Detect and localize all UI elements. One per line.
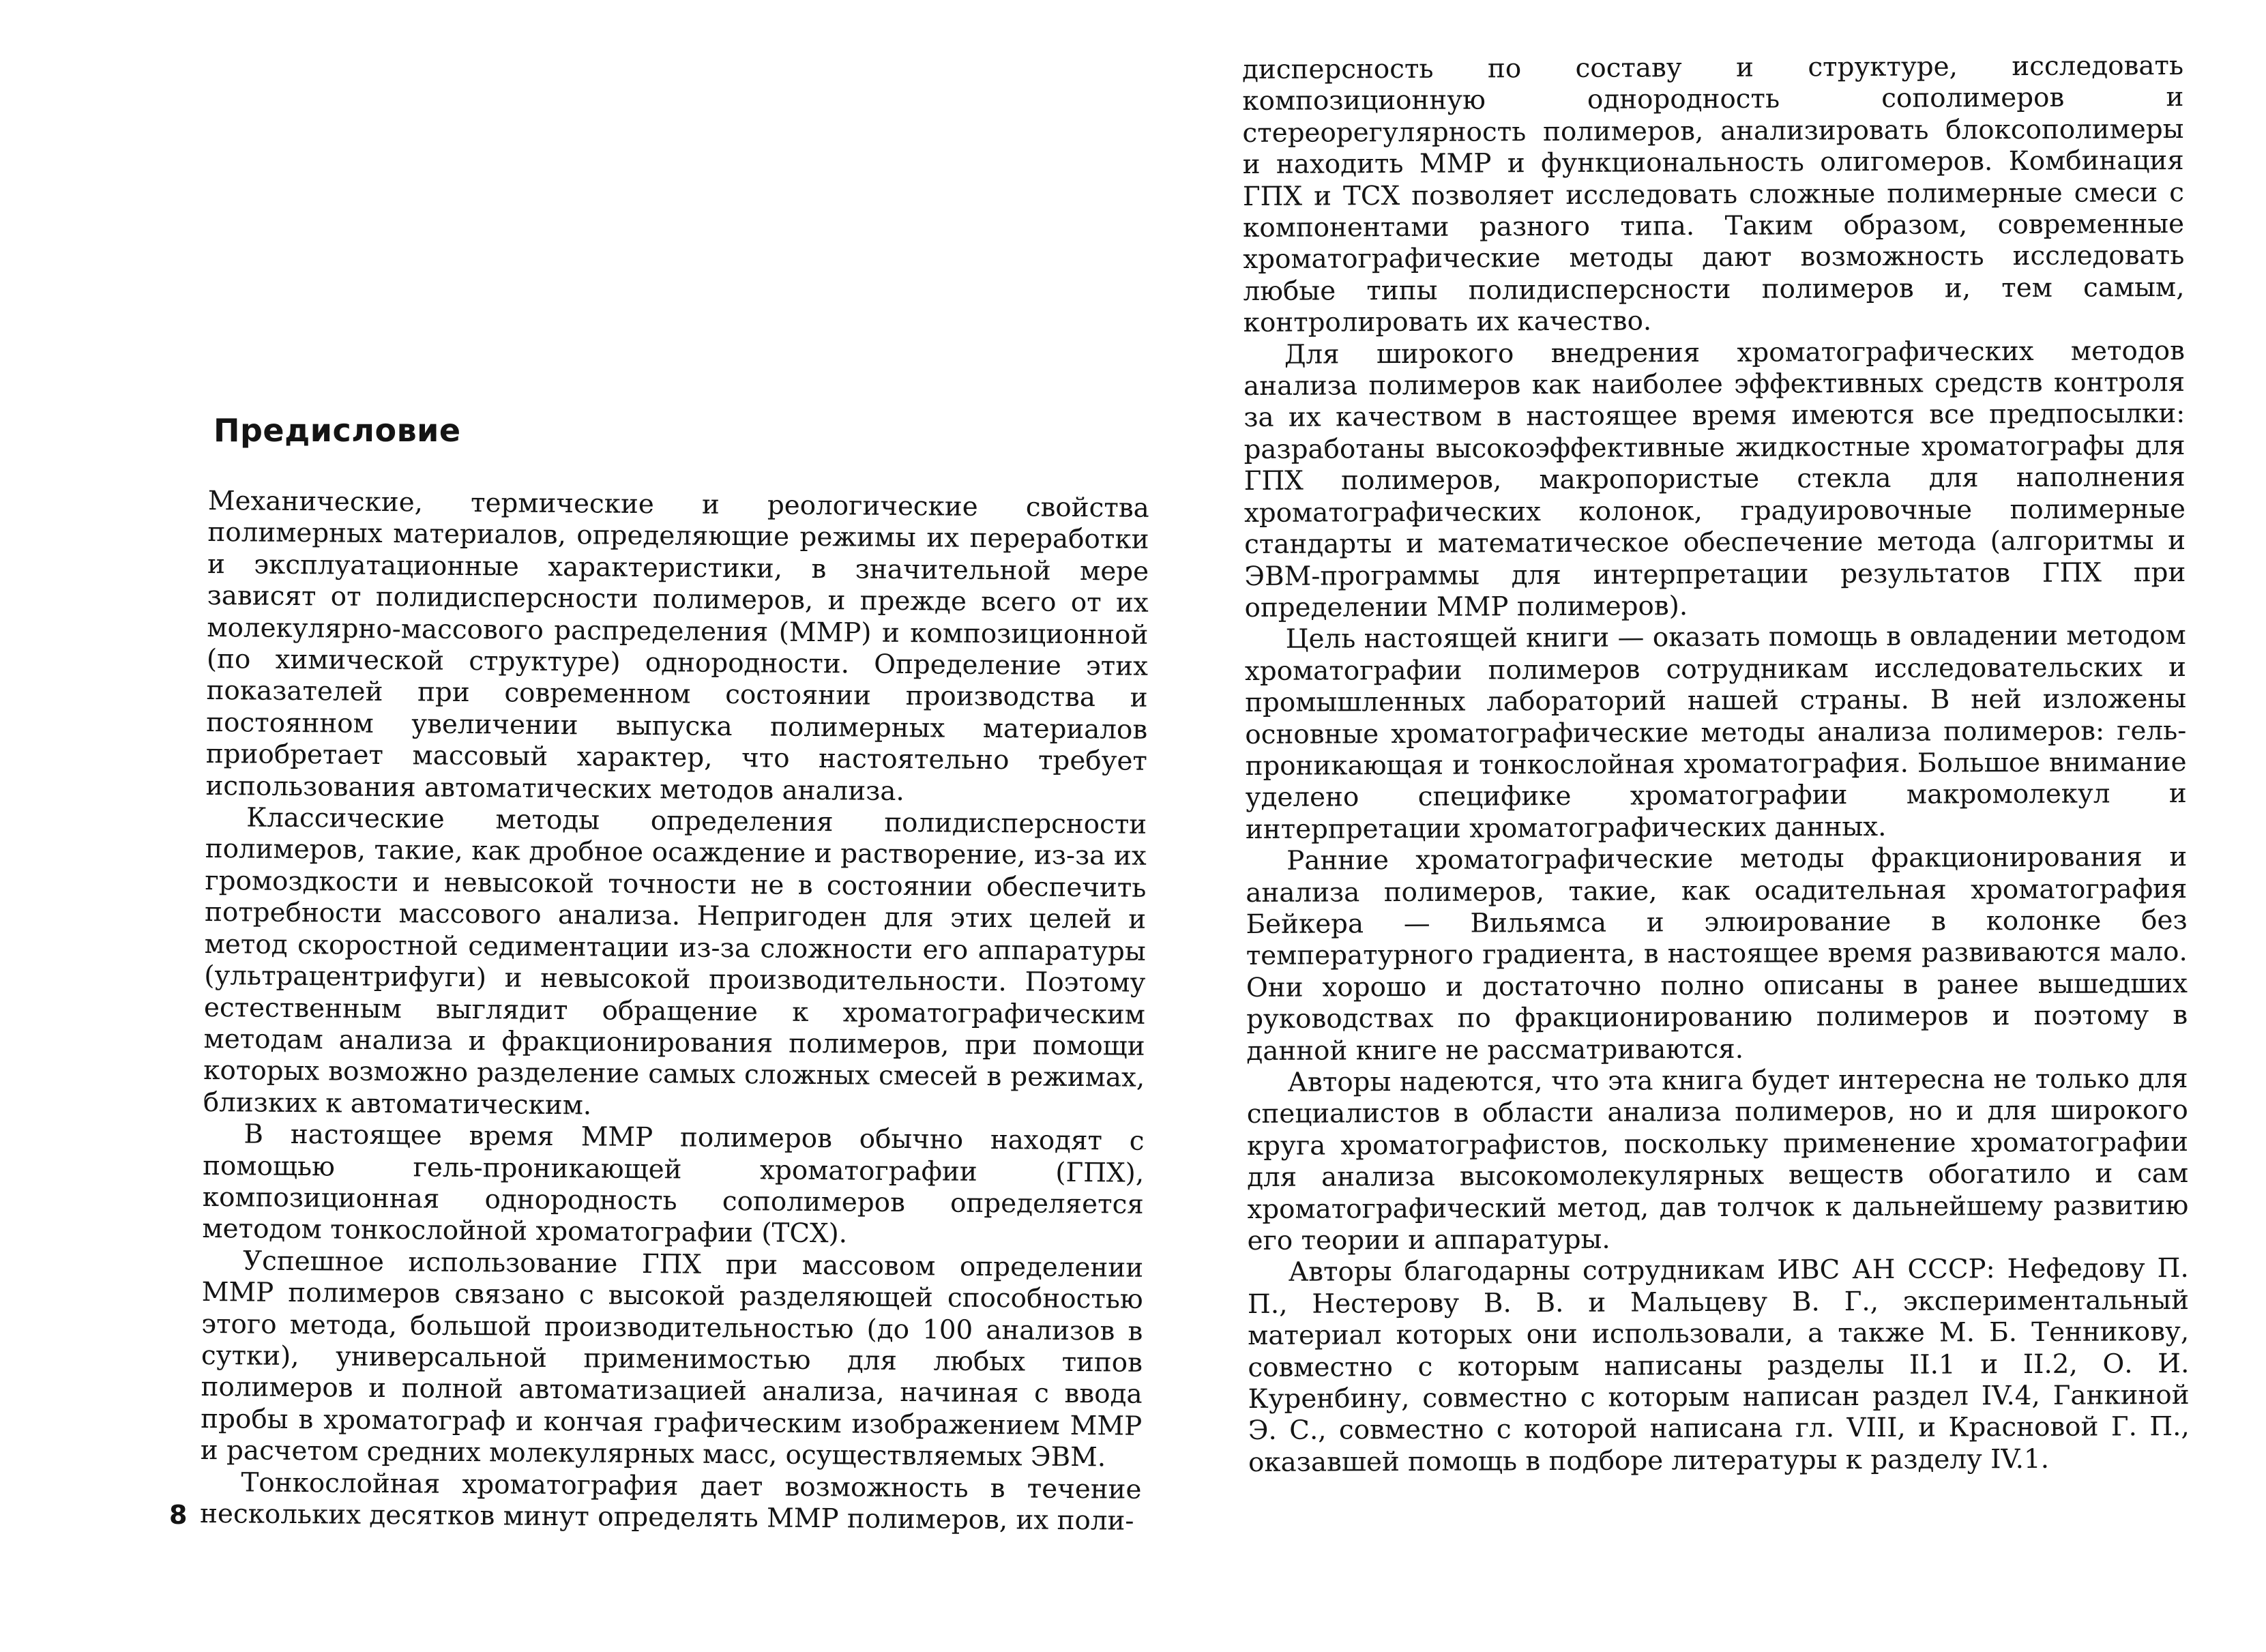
- paragraph: Для широкого внедрения хроматографических методов анализа полимеров как наиболее эффективных средств контроля за их качеством в настоящее время имеются все предпосылки: разработаны высокоэффективные жидкостные хроматографы для ГПХ полимеров, макропористые стекла для наполнения хроматографических колонок, градуировочные полимерные стандарты и математическое обеспечение метода (алгоритмы и ЭВМ-программы для интерпретации результатов ГПХ при определении ММР полимеров).: [1244, 335, 2186, 623]
- paragraph: Успешное использование ГПХ при массовом определении ММР полимеров связано с высокой разделяющей способностью этого метода, большой производительностью (до 100 анализов в сутки), универсальной применимостью для любых типов полимеров и полной автоматизацией анализа, начиная с ввода пробы в хроматограф и кончая графическим изображением ММР и расчетом средних молекулярных масс, осуществляемых ЭВМ.: [200, 1245, 1144, 1473]
- paragraph: Тонкослойная хроматография дает возможность в течение нескольких десятков минут определять ММР полимеров, их поли-: [199, 1467, 1142, 1537]
- page-title: Предисловие: [214, 412, 461, 449]
- paragraph: В настоящее время ММР полимеров обычно находят с помощью гель-проникающей хроматографии (ГПХ), композиционная однородность сополимеров определяется методом тонкослойной хроматографии (ТСХ).: [202, 1119, 1145, 1250]
- right-text-column: [1242, 50, 2190, 1479]
- paragraph: Механические, термические и реологические свойства полимерных материалов, определяющие режимы их переработки и эксплуатационные характеристики, в значительной мере зависят от полидисперсности полимеров, и прежде всего от их молекулярно-массового распределения (ММР) и композиционной (по химической структуре) однородности. Определение этих показателей при современном состоянии производства и постоянном увеличении выпуска полимерных материалов приобретает массовый характер, что настоятельно требует использования автоматических методов анализа.: [205, 486, 1149, 807]
- paragraph: дисперсность по составу и структуре, исследовать композиционную однородность сополимеров и стереорегулярность полимеров, анализировать блоксополимеры и находить ММР и функциональность олигомеров. Комбинация ГПХ и ТСХ позволяет исследовать сложные полимерные смеси с компонентами разного типа. Таким образом, современные хроматографические методы дают возможность исследовать любые типы полидисперсности полимеров и, тем самым, контролировать их качество.: [1242, 50, 2185, 339]
- paragraph: Авторы благодарны сотрудникам ИВС АН СССР: Нефедову П. П., Нестерову В. В. и Мальцеву В. Г., экспериментальный материал которых они использовали, а также М. Б. Тенникову, совместно с которым написаны разделы II.1 и II.2, О. И. Куренбину, совместно с которым написан раздел IV.4, Ганкиной Э. С., совместно с которой написана гл. VIII, и Красновой Г. П., оказавшей помощь в подборе литературы к разделу IV.1.: [1247, 1253, 2190, 1478]
- page-number: 8: [169, 1500, 188, 1530]
- paragraph: Классические методы определения полидисперсности полимеров, такие, как дробное осаждение и растворение, из-за их громоздкости и невысокой точности не в состоянии обеспечить потребности массового анализа. Непригоден для этих целей и метод скоростной седиментации из-за сложности его аппаратуры (ультрацентрифуги) и невысокой производительности. Поэтому естественным выглядит обращение к хроматографическим методам анализа и фракционирования полимеров, при помощи которых возможно разделение самых сложных смесей в режимах, близких к автоматическим.: [203, 802, 1147, 1121]
- paragraph: Авторы надеются, что эта книга будет интересна не только для специалистов в области анализа полимеров, но и для широкого круга хроматографистов, поскольку применение хроматографии для анализа высокомолекулярных веществ обогатило и сам хроматографический метод, дав толчок к дальнейшему развитию его теории и аппаратуры.: [1246, 1063, 2189, 1257]
- paragraph: Ранние хроматографические методы фракционирования и анализа полимеров, такие, как осадительная хроматография Бейкера — Вильямса и элюирование в колонке без температурного градиента, в настоящее время развиваются мало. Они хорошо и достаточно полно описаны в ранее вышедших руководствах по фракционированию полимеров и поэтому в данной книге не рассматриваются.: [1246, 842, 2188, 1067]
- left-text-column: [200, 486, 1149, 1537]
- right-page: [1133, 0, 2266, 1652]
- paragraph: Цель настоящей книги — оказать помощь в овладении методом хроматографии полимеров сотрудникам исследовательских и промышленных лабораторий нашей страны. В ней изложены основные хроматографические методы анализа полимеров: гель-проникающая и тонкослойная хроматография. Большое внимание уделено специфике хроматографии макромолекул и интерпретации хроматографических данных.: [1244, 620, 2187, 845]
